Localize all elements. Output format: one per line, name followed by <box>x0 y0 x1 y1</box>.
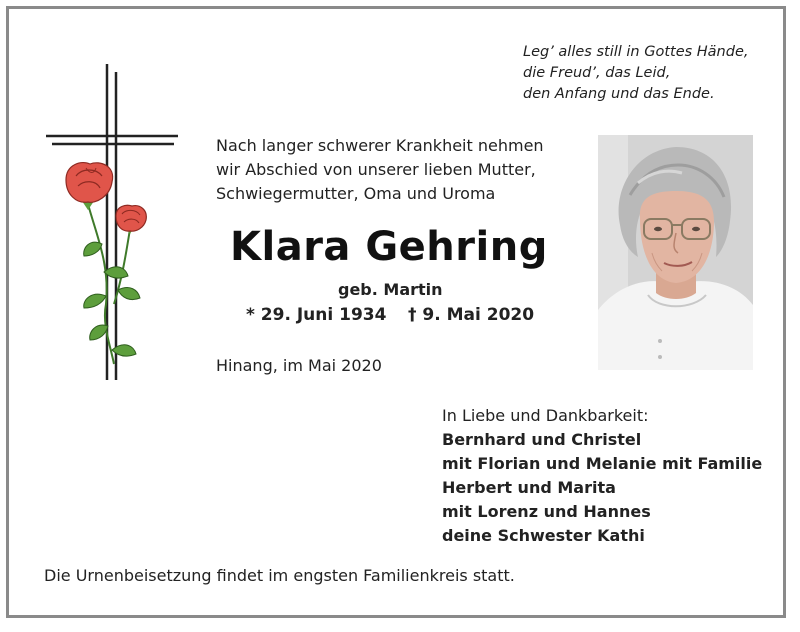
funeral-note: Die Urnenbeisetzung findet im engsten Familienkreis statt. <box>44 566 515 585</box>
birth-date: * 29. Juni 1934 <box>246 305 387 325</box>
place-date: Hinang, im Mai 2020 <box>216 356 382 375</box>
mourners-block <box>442 404 772 548</box>
deceased-name: Klara Gehring <box>230 224 548 270</box>
poem-line: die Freud’, das Leid, <box>523 65 671 81</box>
poem-line: den Anfang und das Ende. <box>523 86 715 102</box>
mourner-line: mit Lorenz und Hannes <box>442 502 651 521</box>
mourner-line: deine Schwester Kathi <box>442 526 645 545</box>
intro-line: Nach langer schwerer Krankheit nehmen <box>216 136 544 155</box>
mourner-line: Bernhard und Christel <box>442 430 642 449</box>
intro-line: wir Abschied von unserer lieben Mutter, <box>216 160 536 179</box>
cross-with-roses-icon <box>44 64 184 384</box>
mourner-line: mit Florian und Melanie mit Familie <box>442 454 763 473</box>
maiden-name: geb. Martin <box>338 280 443 299</box>
intro-line: Schwiegermutter, Oma und Uroma <box>216 184 496 203</box>
portrait-photo <box>598 135 753 370</box>
death-date: † 9. Mai 2020 <box>408 305 535 325</box>
mourner-line: Herbert und Marita <box>442 478 616 497</box>
poem <box>523 42 773 105</box>
intro-text <box>216 134 586 206</box>
poem-line: Leg’ alles still in Gottes Hände, <box>523 44 749 60</box>
mourners-heading: In Liebe und Dankbarkeit: <box>442 406 649 425</box>
